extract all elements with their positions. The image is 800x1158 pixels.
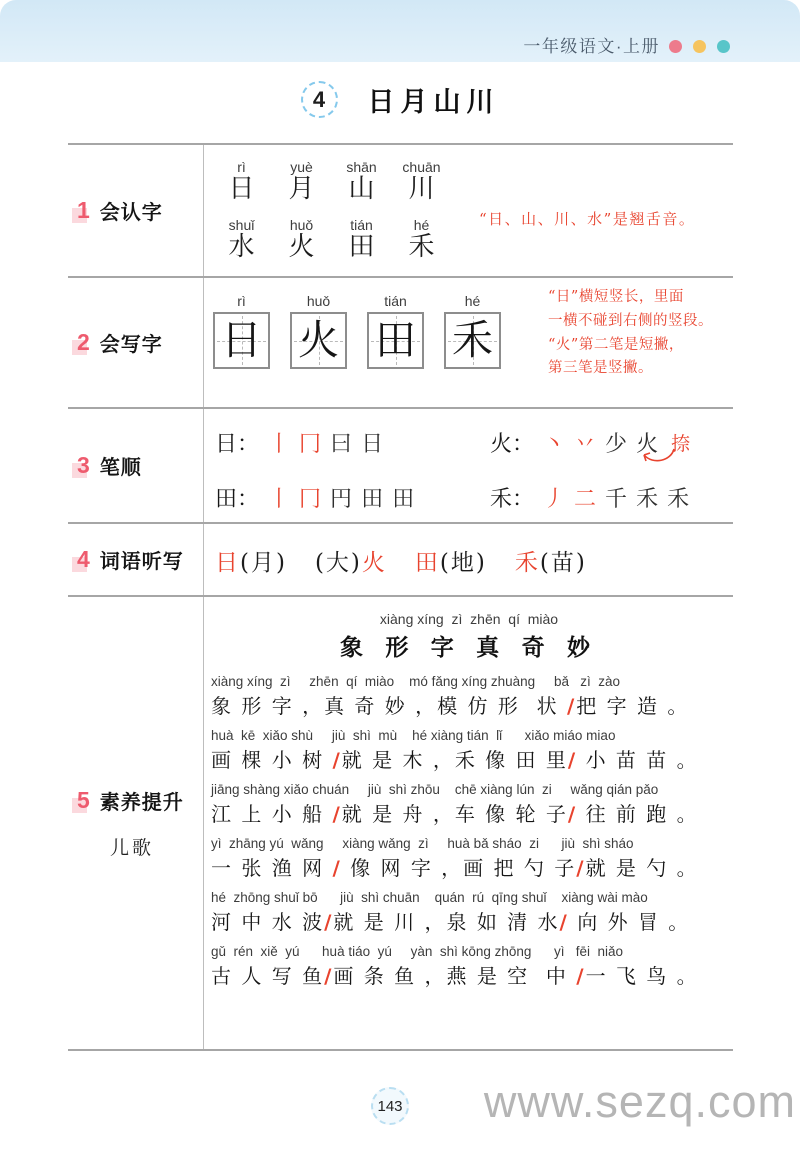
- poem: [203, 597, 733, 989]
- poem-hanzi: 古 人 写 鱼/画 条 鱼 ，燕 是 空 中 /一 飞 鸟 。: [211, 964, 699, 988]
- poem-title-pinyin: xiàng xíng zì zhēn qí miào: [379, 611, 559, 627]
- stroke-step: 冂: [299, 487, 322, 512]
- stroke-order-char: 火：: [490, 432, 535, 457]
- poem-pinyin: xiàng xíng zì zhēn qí miào mó fǎng xíng zhuàng bǎ zì zào: [211, 674, 620, 689]
- section-title: 会写字: [99, 334, 163, 356]
- pinyin-label: rì: [237, 159, 246, 175]
- section-content-stroke-order: [203, 409, 733, 522]
- handwritten-note-line: 一横不碰到右侧的竖段。: [548, 312, 713, 329]
- poem-hanzi: 一 张 渔 网 / 像 网 字 ，画 把 勺 子/就 是 勺 。: [211, 856, 699, 880]
- header-band: [0, 0, 800, 62]
- pinyin-label: hé: [413, 216, 430, 233]
- section-number: 5: [77, 787, 90, 813]
- lesson-number-badge: 4: [301, 81, 338, 118]
- handwritten-note-line: “日”横短竖长，里面: [548, 289, 684, 305]
- dictation-segment: 禾: [514, 550, 540, 576]
- decorative-dot: [717, 40, 730, 53]
- poem-line: [205, 782, 733, 827]
- section-title: 素养提升: [99, 792, 184, 814]
- red-slash: /: [332, 802, 342, 826]
- pinyin-char-cell: [393, 159, 450, 205]
- writing-grid-cell: [367, 293, 424, 369]
- stroke-step: 円: [330, 487, 353, 512]
- header-dots: [669, 40, 730, 53]
- dictation-segment: 火: [361, 550, 387, 576]
- handwritten-na-label: 捺: [671, 433, 691, 455]
- dictation-segment: (月): [240, 550, 287, 576]
- handwritten-note: [548, 286, 753, 381]
- hanzi-char: 禾: [452, 316, 493, 364]
- section-title: 词语听写: [99, 551, 184, 573]
- decorative-dot: [669, 40, 682, 53]
- poem-pinyin: yì zhāng yú wǎng xiàng wǎng zì huà bǎ sháo zi jiù shì sháo: [211, 836, 634, 851]
- poem-title-block: [205, 611, 733, 662]
- stroke-order-item: [490, 427, 733, 458]
- section-number: 4: [77, 546, 90, 572]
- hanzi-char: 日: [221, 316, 262, 364]
- stroke-step: 冂: [299, 432, 322, 457]
- pinyin-char-cell: [213, 217, 270, 263]
- section-heading: [75, 196, 203, 225]
- stroke-order-char: 田：: [215, 487, 260, 512]
- hanzi-char: 田: [375, 316, 416, 364]
- poem-pinyin: gǔ rén xiě yú huà tiáo yú yàn shì kōng zhōng yì fēi niǎo: [211, 944, 623, 959]
- section-label-stroke-order: [68, 409, 203, 522]
- writing-grid-cell: [290, 293, 347, 369]
- pinyin-label: shuǐ: [228, 216, 255, 233]
- poem-pinyin: jiāng shàng xiǎo chuán jiù shì zhōu chē xiàng lún zi wǎng qián pǎo: [211, 782, 659, 797]
- tianzige-box: [367, 312, 424, 369]
- poem-hanzi: 画 棵 小 树 /就 是 木 ，禾 像 田 里/ 小 苗 苗 。: [211, 748, 699, 772]
- dictation-segment: (地): [439, 550, 487, 576]
- section-row-literacy: [68, 595, 733, 1049]
- tianzige-box: [290, 312, 347, 369]
- dictation-word: [415, 544, 487, 577]
- hanzi-char: 日: [228, 174, 255, 204]
- stroke-step: 丨: [268, 487, 291, 512]
- section-row-recognize: [68, 143, 733, 276]
- poem-lines: [205, 674, 733, 989]
- poem-pinyin: hé zhōng shuǐ bō jiù shì chuān quán rú qīng shuǐ xiàng wài mào: [211, 890, 648, 905]
- stroke-step: 禾: [636, 487, 659, 512]
- pinyin-label: huǒ: [289, 216, 314, 233]
- section-label-recognize: [68, 145, 203, 276]
- poem-title-text: 象 形 字 真 奇 妙: [340, 634, 598, 660]
- poem-line: [205, 890, 733, 935]
- stroke-step: 禾: [667, 487, 690, 512]
- dictation-word: [515, 544, 587, 577]
- decorative-dot: [693, 40, 706, 53]
- red-slash: /: [567, 748, 578, 772]
- pinyin-char-cell: [333, 217, 390, 263]
- hanzi-char: 水: [228, 231, 255, 262]
- stroke-step: 曰: [330, 432, 353, 457]
- red-slash: /: [324, 964, 334, 988]
- watermark: www.sezq.com: [483, 1076, 796, 1127]
- poem-hanzi: 江 上 小 船 /就 是 舟 ，车 像 轮 子/ 往 前 跑 。: [211, 802, 699, 826]
- pinyin-char-cell: [213, 159, 270, 205]
- curved-arrow-icon: [641, 447, 677, 465]
- stroke-step: 丨: [268, 432, 291, 457]
- lesson-title-row: [0, 80, 800, 119]
- section-row-write: [68, 276, 733, 407]
- pinyin-char-cell: [393, 217, 450, 263]
- pinyin-char-cell: [333, 159, 390, 205]
- stroke-step: 丶: [543, 432, 566, 457]
- poem-line: [205, 836, 733, 881]
- pinyin-label: tián: [384, 293, 407, 309]
- dictation-segment: (苗): [539, 550, 587, 576]
- section-label-write: [68, 278, 203, 407]
- stroke-order-grid: [203, 409, 733, 513]
- dictation-segment: (大): [314, 550, 362, 576]
- poem-line: [205, 944, 733, 989]
- dictation-word: [315, 544, 387, 577]
- writing-grid-cell: [444, 293, 501, 369]
- section-heading: [75, 545, 203, 574]
- handwritten-note-line: “火”第二笔是短撇，: [548, 336, 684, 353]
- stroke-step: 二: [574, 487, 597, 512]
- hanzi-char: 月: [288, 174, 315, 204]
- tianzige-box: [213, 312, 270, 369]
- red-slash: /: [567, 802, 578, 826]
- content-table: [68, 143, 733, 1051]
- pinyin-label: yuè: [290, 159, 313, 175]
- stroke-order-item: [215, 427, 490, 458]
- handwritten-note: “日、山、川、水”是翘舌音。: [479, 210, 696, 228]
- pinyin-label: hé: [464, 293, 481, 309]
- hanzi-char: 田: [348, 231, 375, 262]
- red-slash: /: [566, 694, 577, 718]
- stroke-order-char: 禾：: [490, 487, 535, 512]
- section-heading: [75, 451, 203, 480]
- section-row-stroke-order: [68, 407, 733, 522]
- lesson-title: 日月山川: [367, 87, 500, 117]
- stroke-step: 千: [605, 487, 628, 512]
- section-row-dictation: [68, 522, 733, 595]
- pinyin-char-cell: [273, 159, 330, 205]
- section-content-dictation: [203, 524, 733, 595]
- poem-line: [205, 674, 733, 719]
- hanzi-char: 火: [288, 231, 315, 262]
- pinyin-label: huǒ: [306, 293, 331, 309]
- stroke-step: 火: [636, 432, 659, 457]
- dictation-segment: 田: [414, 550, 440, 576]
- writing-grid-cell: [213, 293, 270, 369]
- hanzi-char: 川: [408, 174, 435, 204]
- page-number-badge: 143: [371, 1087, 409, 1125]
- section-label-dictation: [68, 524, 203, 595]
- red-slash: /: [576, 964, 586, 988]
- section-label-literacy: [68, 597, 203, 1049]
- book-series-label: 一年级语文·上册: [523, 37, 660, 56]
- section-content-write: [203, 278, 733, 407]
- red-slash: /: [332, 856, 342, 880]
- pinyin-label: rì: [237, 293, 246, 309]
- section-title: 笔顺: [99, 457, 142, 479]
- section-content-literacy: [203, 597, 733, 1049]
- hanzi-char: 火: [298, 316, 339, 364]
- pinyin-label: shān: [346, 159, 377, 175]
- poem-pinyin: huà kē xiǎo shù jiù shì mù hé xiàng tián lǐ xiǎo miáo miao: [211, 728, 616, 743]
- hanzi-char: 禾: [408, 231, 435, 262]
- pinyin-label: chuān: [402, 159, 441, 175]
- section-heading: [75, 328, 203, 357]
- handwritten-note-line: 第三笔是竖撇。: [548, 360, 653, 377]
- dictation-word: [215, 544, 287, 577]
- red-slash: /: [559, 910, 569, 934]
- pinyin-char-cell: [273, 217, 330, 263]
- stroke-step: 丿: [543, 487, 566, 512]
- stroke-order-item: [215, 482, 490, 513]
- stroke-annotation: [671, 429, 690, 456]
- section-number: 3: [77, 452, 90, 478]
- pinyin-label: tián: [350, 216, 373, 233]
- recognize-char-grid: [203, 145, 450, 263]
- red-slash: /: [576, 856, 586, 880]
- stroke-step: 田: [392, 487, 415, 512]
- red-slash: /: [332, 748, 342, 772]
- section-number: 1: [77, 197, 90, 223]
- stroke-order-char: 日：: [215, 432, 260, 457]
- section-heading: [75, 786, 203, 815]
- section-content-recognize: [203, 145, 733, 276]
- poem-line: [205, 728, 733, 773]
- red-slash: /: [324, 910, 334, 934]
- stroke-step: 日: [361, 432, 384, 457]
- section-title: 会认字: [99, 202, 163, 224]
- stroke-step: 丷: [574, 432, 597, 457]
- dictation-line: [203, 524, 733, 577]
- hanzi-char: 山: [348, 174, 375, 204]
- stroke-step: 少: [605, 432, 628, 457]
- poem-hanzi: 象 形 字 ，真 奇 妙 ，模 仿 形 状 /把 字 造 。: [211, 694, 690, 718]
- tianzige-box: [444, 312, 501, 369]
- stroke-order-item: [490, 482, 733, 513]
- section-number: 2: [77, 329, 90, 355]
- dictation-segment: 日: [215, 550, 240, 576]
- stroke-step: 田: [361, 487, 384, 512]
- poem-hanzi: 河 中 水 波/就 是 川 ，泉 如 清 水/ 向 外 冒 。: [211, 910, 691, 934]
- section-subtitle: 儿歌: [109, 837, 154, 859]
